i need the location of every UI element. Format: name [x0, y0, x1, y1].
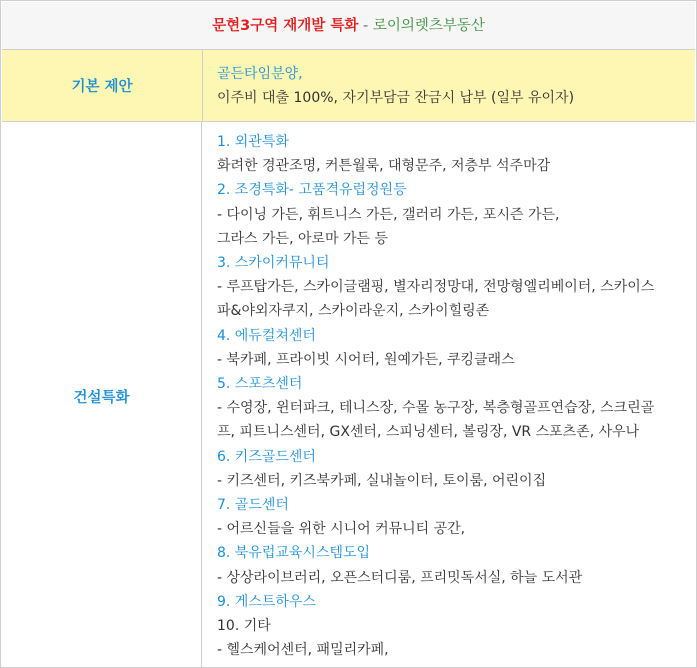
section-text: - 키즈센터, 키즈북카페, 실내놀이터, 토이룸, 어린이집 [217, 472, 547, 489]
title-agency: 로이의렛츠부동산 [372, 18, 485, 34]
section-heading: 1. 외관특화 [217, 134, 289, 150]
basic-proposal-content [217, 62, 574, 110]
construction-specialty-row [2, 122, 695, 667]
basic-line-2: 이주비 대출 100%, 자기부담금 잔금시 납부 (일부 유이자) [217, 90, 575, 106]
construction-specialty-content [217, 130, 654, 662]
section-text: 그라스 가든, 아로마 가든 등 [217, 230, 389, 247]
section-heading: 3. 스카이커뮤니티 [217, 255, 330, 272]
section-text: - 수영장, 윈터파크, 테니스장, 수몰 농구장, 복층형골프연습장, 스크린골 [217, 400, 655, 417]
basic-proposal-label: 기본 제안 [2, 50, 203, 121]
section-heading: 7. 골드센터 [217, 497, 289, 514]
section-text: 파&야외자쿠지, 스카이라운지, 스카이힐링존 [217, 303, 490, 320]
section-text: - 다이닝 가든, 휘트니스 가든, 갤러리 가든, 포시즌 가든, [217, 206, 560, 223]
section-heading: 4. 에듀컬쳐센터 [217, 327, 316, 344]
section-text: - 북카페, 프라이빗 시어터, 원예가든, 쿠킹클래스 [217, 351, 515, 368]
section-text: - 어르신들을 위한 시니어 커뮤니티 공간, [217, 521, 466, 538]
section-text: 화려한 경관조명, 커튼월룩, 대형문주, 저층부 석주마감 [217, 158, 551, 175]
section-text: 프, 피트니스센터, GX센터, 스피닝센터, 볼링장, VR 스포츠존, 사우나 [217, 424, 640, 441]
section-text: - 상상라이브러리, 오픈스터디룸, 프리밋독서실, 하늘 도서관 [217, 569, 583, 586]
table-title-row [2, 2, 695, 50]
section-heading: 8. 북유럽교육시스템도입 [217, 545, 371, 562]
construction-specialty-label: 건설특화 [2, 122, 202, 667]
section-heading: 2. 조경특화- 고품격유럽정원등 [217, 182, 407, 199]
section-heading: 5. 스포츠센터 [217, 376, 303, 393]
section-text: - 헬스케어센터, 패밀리카페, [217, 642, 389, 659]
section-heading: 9. 게스트하우스 [217, 593, 316, 610]
section-text: - 루프탑가든, 스카이글램핑, 별자리정망대, 전망형엘리베이터, 스카이스 [217, 279, 655, 296]
basic-proposal-row [2, 50, 695, 122]
section-text: 10. 기타 [217, 618, 271, 635]
title-separator: - [358, 18, 373, 34]
title-project: 문현3구역 재개발 특화 [212, 18, 359, 34]
section-heading: 6. 키즈골드센터 [217, 448, 316, 465]
basic-line-1: 골든타임분양, [217, 66, 303, 82]
